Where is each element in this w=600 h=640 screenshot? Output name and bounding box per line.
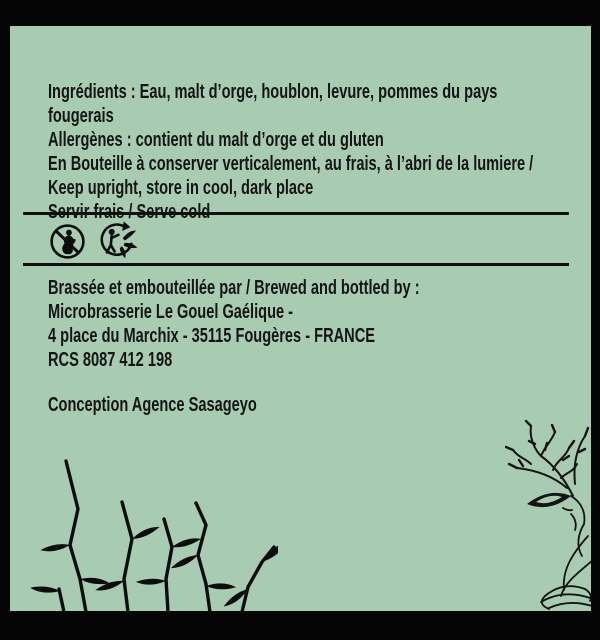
storage-line-fr: En Bouteille à conserver verticalement, au frais, à l’abri de la lumiere / bbox=[48, 153, 534, 175]
allergens-line: Allergènes : contient du malt d’orge et du gluten bbox=[48, 129, 384, 151]
grass-illustration bbox=[26, 447, 278, 611]
triman-recycling-icon bbox=[96, 220, 138, 262]
beer-back-label bbox=[10, 26, 591, 611]
deer-branch-antlers-illustration bbox=[505, 418, 591, 611]
divider-bottom bbox=[23, 263, 569, 266]
storage-line-en: Keep upright, store in cool, dark place bbox=[48, 177, 314, 199]
ingredients-block bbox=[48, 80, 591, 224]
pregnancy-warning-icon bbox=[48, 222, 87, 261]
regulatory-icons bbox=[48, 220, 138, 262]
spacer bbox=[48, 372, 557, 393]
ingredients-line: fougerais bbox=[48, 105, 114, 127]
divider-top bbox=[23, 212, 569, 215]
producer-block bbox=[48, 276, 557, 417]
brewery-name-line: Microbrasserie Le Gouel Gaélique - bbox=[48, 301, 294, 323]
design-credit-line: Conception Agence Sasageyo bbox=[48, 394, 257, 416]
brewery-address-line: 4 place du Marchix - 35115 Fougères - FRANCE bbox=[48, 325, 375, 347]
ingredients-line: Ingrédients : Eau, malt d’orge, houblon, levure, pommes du pays bbox=[48, 81, 498, 103]
brewed-by-line: Brassée et embouteillée par / Brewed and bottled by : bbox=[48, 277, 420, 299]
rcs-number-line: RCS 8087 412 198 bbox=[48, 349, 173, 371]
